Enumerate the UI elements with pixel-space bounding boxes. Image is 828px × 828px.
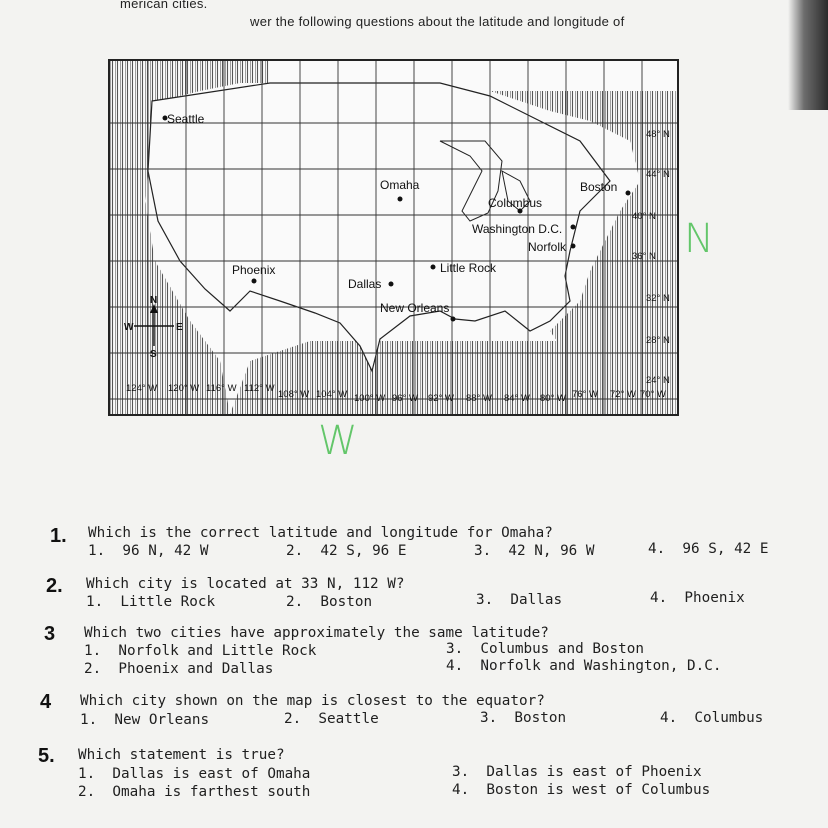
lon-108: 108° W [278, 389, 310, 400]
question-4-number: 4 [40, 691, 52, 713]
question-1-option-1: 1. 96 N, 42 W [88, 543, 209, 559]
city-boston: Boston [580, 180, 618, 194]
lon-124: 124° W [126, 383, 158, 394]
compass-s: S [150, 349, 157, 360]
question-5-number: 5. [38, 745, 55, 767]
instructions-line2: wer the following questions about the latitude and longitude of [250, 14, 625, 29]
question-1-text: Which is the correct latitude and longitude for Omaha? [88, 525, 553, 541]
question-4-option-4: 4. Columbus [660, 710, 764, 726]
lon-104: 104° W [316, 389, 348, 400]
us-map [108, 59, 679, 416]
question-2-text: Which city is located at 33 N, 112 W? [86, 576, 405, 592]
question-3-option-2: 2. Phoenix and Dallas [84, 661, 274, 677]
question-2-option-4: 4. Phoenix [650, 590, 745, 606]
city-omaha: Omaha [380, 178, 420, 192]
lon-80: 80° W [540, 393, 566, 404]
lat-40: 40° N [632, 211, 656, 222]
question-2-option-1: 1. Little Rock [86, 594, 216, 610]
question-3-option-3: 3. Columbus and Boston [446, 641, 644, 657]
city-dallas: Dallas [348, 277, 382, 291]
question-4-option-3: 3. Boston [480, 710, 567, 726]
city-new-orleans: New Orleans [380, 301, 450, 315]
question-3-number: 3 [44, 623, 56, 645]
lon-120: 120° W [168, 383, 200, 394]
lon-96: 96° W [392, 393, 418, 404]
compass-n: N [150, 295, 158, 306]
compass-e: E [176, 322, 183, 333]
question-5-option-1: 1. Dallas is east of Omaha [78, 766, 311, 782]
lat-32: 32° N [646, 293, 670, 304]
question-2-number: 2. [46, 575, 63, 597]
lat-48: 48° N [646, 129, 670, 140]
lon-76: 76° W [572, 389, 598, 400]
question-5-option-3: 3. Dallas is east of Phoenix [452, 764, 702, 780]
background-edge [788, 0, 828, 110]
city-columbus: Columbus [488, 196, 543, 210]
question-3-text: Which two cities have approximately the same latitude? [84, 625, 549, 641]
city-washington: Washington D.C. [472, 222, 563, 236]
lat-24: 24° N [646, 375, 670, 386]
question-1-option-4: 4. 96 S, 42 E [648, 541, 769, 557]
compass-w: W [124, 322, 134, 333]
city-phoenix: Phoenix [232, 263, 276, 277]
handwritten-w: W [318, 418, 358, 464]
lon-84: 84° W [504, 393, 530, 404]
question-5-text: Which statement is true? [78, 747, 285, 763]
question-5-option-2: 2. Omaha is farthest south [78, 784, 311, 800]
lon-72: 72° W [610, 389, 636, 400]
lon-88: 88° W [466, 393, 492, 404]
map-drawing [110, 61, 677, 414]
instructions [120, 0, 625, 29]
question-1-number: 1. [50, 525, 67, 547]
question-4-text: Which city shown on the map is closest to the equator? [80, 693, 545, 709]
question-2-option-2: 2. Boston [286, 594, 373, 610]
question-4-option-2: 2. Seattle [284, 711, 379, 727]
question-3-option-4: 4. Norfolk and Washington, D.C. [446, 658, 722, 674]
lon-112: 112° W [244, 383, 275, 394]
question-4-option-1: 1. New Orleans [80, 712, 210, 728]
lat-36: 36° N [632, 251, 656, 262]
question-1-option-3: 3. 42 N, 96 W [474, 543, 595, 559]
handwritten-n: N [684, 216, 714, 262]
city-little-rock: Little Rock [440, 261, 497, 275]
question-5-option-4: 4. Boston is west of Columbus [452, 782, 711, 798]
city-seattle: Seattle [167, 112, 205, 126]
question-2-option-3: 3. Dallas [476, 592, 563, 608]
lon-116: 116° W [206, 383, 237, 394]
question-1-option-2: 2. 42 S, 96 E [286, 543, 407, 559]
question-3-option-1: 1. Norfolk and Little Rock [84, 643, 317, 659]
lon-92: 92° W [428, 393, 454, 404]
lat-28: 28° N [646, 335, 670, 346]
city-norfolk: Norfolk [528, 240, 567, 254]
lat-44: 44° N [646, 169, 670, 180]
lon-70: 70° W [640, 389, 666, 400]
lon-100: 100° W [354, 393, 386, 404]
instructions-line1: merican cities. [120, 0, 208, 11]
